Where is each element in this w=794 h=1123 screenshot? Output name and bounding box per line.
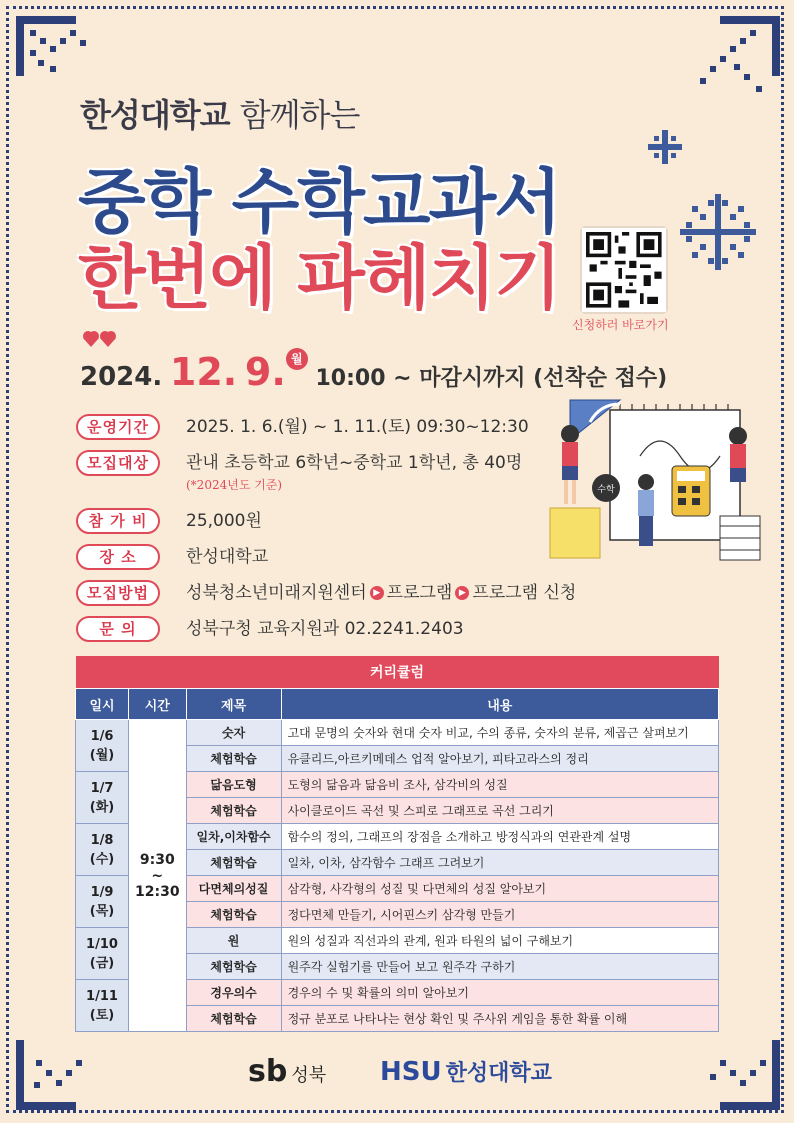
heart-ornament-icon bbox=[80, 326, 120, 348]
corner-ornament-top-left bbox=[16, 16, 106, 86]
table-row: 체험학습 사이클로이드 곡선 및 스피로 그래프로 곡선 그리기 bbox=[76, 798, 719, 824]
table-row: 체험학습 정규 분포로 나타나는 현상 확인 및 주사위 게임을 통한 확률 이해 bbox=[76, 1006, 719, 1032]
snowflake-icon bbox=[648, 130, 682, 164]
info-row-fee: 참 가 비 25,000원 bbox=[76, 508, 262, 534]
day-cell: 1/7 (화) bbox=[76, 772, 129, 824]
info-row-contact: 문 의 성북구청 교육지원과 02.2241.2403 bbox=[76, 616, 464, 642]
qr-code[interactable] bbox=[580, 226, 668, 314]
table-row: 체험학습 정다면체 만들기, 시어핀스키 삼각형 만들기 bbox=[76, 902, 719, 928]
curriculum-table bbox=[75, 656, 719, 1032]
table-row: 1/10 (금) 원 원의 성질과 직선과의 관계, 원과 타원의 넓이 구해보기 bbox=[76, 928, 719, 954]
time-cell: 9:30 ~ 12:30 bbox=[129, 720, 187, 1032]
info-row-method: 모집방법 성북청소년미래지원센터 ▶ 프로그램 ▶ 프로그램 신청 bbox=[76, 580, 576, 606]
day-cell: 1/6 (월) bbox=[76, 720, 129, 772]
table-row: 1/11 (토) 경우의수 경우의 수 및 확률의 의미 알아보기 bbox=[76, 980, 719, 1006]
large-snowflake-icon bbox=[680, 194, 756, 270]
seongbuk-logo: sb 성북 bbox=[248, 1054, 327, 1089]
header-content: 내용 bbox=[281, 689, 718, 720]
day-cell: 1/8 (수) bbox=[76, 824, 129, 876]
math-students-illustration bbox=[540, 396, 770, 568]
info-row-location: 장 소 한성대학교 bbox=[76, 544, 268, 570]
table-row: 1/9 (목) 다면체의성질 삼각형, 사각형의 성질 및 다면체의 성질 알아보기 bbox=[76, 876, 719, 902]
arrow-icon: ▶ bbox=[370, 586, 384, 600]
qr-link-label[interactable]: 신청하러 바로가기 bbox=[572, 318, 669, 332]
header-time: 시간 bbox=[129, 689, 187, 720]
table-row: 체험학습 원주각 실험기를 만들어 보고 원주각 구하기 bbox=[76, 954, 719, 980]
table-row: 체험학습 유클리드,아르키메데스 업적 알아보기, 피타고라스의 정리 bbox=[76, 746, 719, 772]
curriculum-title: 커리큘럼 bbox=[76, 656, 719, 689]
corner-ornament-bottom-right bbox=[690, 1030, 780, 1110]
table-row: 1/7 (화) 닮음도형 도형의 닮음과 닮음비 조사, 삼각비의 성질 bbox=[76, 772, 719, 798]
info-row-period: 운영기간 2025. 1. 6.(월) ~ 1. 11.(토) 09:30~12:30 bbox=[76, 414, 529, 440]
title-line-1: 한성대학교 함께하는 bbox=[80, 96, 360, 134]
table-row: 1/8 (수) 일차,이차함수 함수의 정의, 그래프의 장점을 소개하고 방정식과의 연관관계 설명 bbox=[76, 824, 719, 850]
application-deadline: 2024. 12. 9. 월 10:00 ~ 마감시까지 (선착순 접수) bbox=[80, 350, 668, 394]
day-cell: 1/11 (토) bbox=[76, 980, 129, 1032]
qr-code-icon bbox=[582, 228, 666, 312]
title-line-3: 한번에 파헤치기 bbox=[78, 237, 560, 319]
title-line-2: 중학 수학교과서 bbox=[78, 161, 560, 243]
hansung-university-logo: HSU 한성대학교 bbox=[380, 1057, 552, 1087]
arrow-icon: ▶ bbox=[455, 586, 469, 600]
header-title: 제목 bbox=[186, 689, 281, 720]
weekday-badge: 월 bbox=[286, 348, 308, 370]
table-row: 체험학습 일차, 이차, 삼각함수 그래프 그려보기 bbox=[76, 850, 719, 876]
badge-label: 수학 bbox=[597, 485, 615, 495]
header-date: 일시 bbox=[76, 689, 129, 720]
corner-ornament-bottom-left bbox=[16, 1030, 106, 1110]
corner-ornament-top-right bbox=[690, 16, 780, 106]
target-note: (*2024년도 기준) bbox=[186, 478, 283, 492]
table-row: 1/6 (월) 9:30 ~ 12:30 숫자 고대 문명의 숫자와 현대 숫자 비교, 수의 종류, 숫자의 분류, 제곱근 살펴보기 bbox=[76, 720, 719, 746]
day-cell: 1/10 (금) bbox=[76, 928, 129, 980]
info-row-target: 모집대상 관내 초등학교 6학년~중학교 1학년, 총 40명 (*2024년도 기준) bbox=[76, 450, 522, 493]
day-cell: 1/9 (목) bbox=[76, 876, 129, 928]
